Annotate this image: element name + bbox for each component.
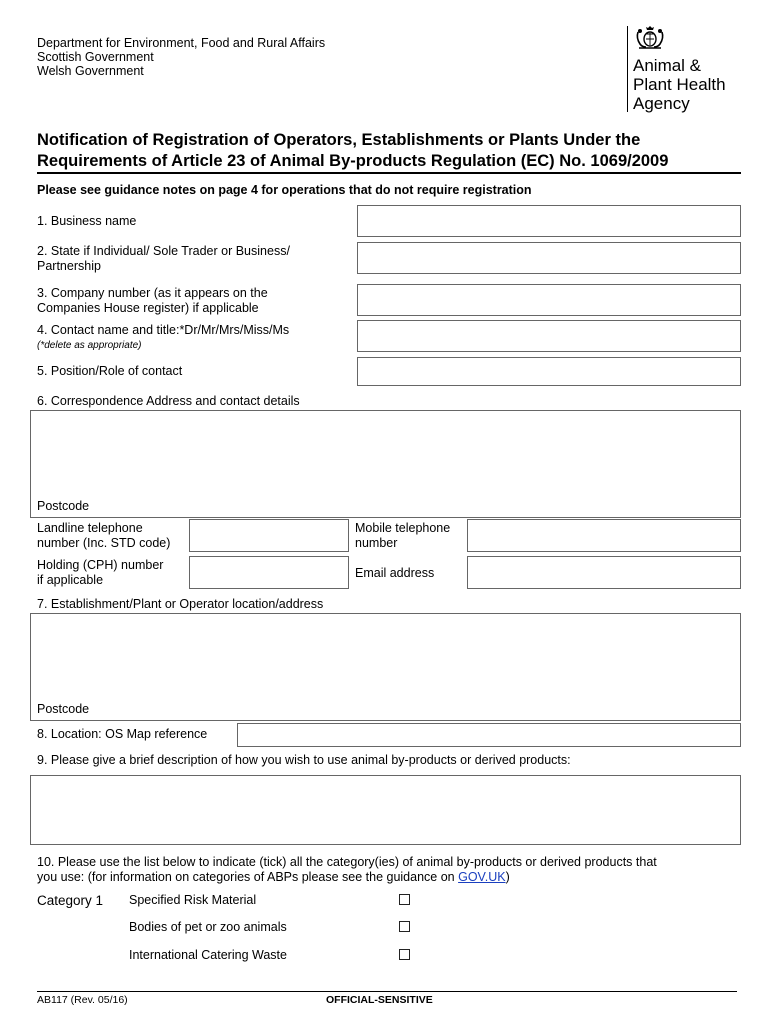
correspondence-address-field[interactable] [30, 410, 741, 518]
specified-risk-material-checkbox[interactable] [399, 894, 410, 905]
position-role-field[interactable] [357, 357, 741, 386]
establishment-address-label: 7. Establishment/Plant or Operator location/address [37, 597, 324, 611]
holding-cph-label-line2: if applicable [37, 573, 104, 587]
mobile-label-line1: Mobile telephone [355, 521, 451, 535]
guidance-note: Please see guidance notes on page 4 for operations that do not require registration [37, 183, 532, 197]
correspondence-postcode-label: Postcode [37, 499, 90, 513]
company-number-label-line1: 3. Company number (as it appears on the [37, 286, 268, 300]
company-number-field[interactable] [357, 284, 741, 316]
position-role-label: 5. Position/Role of contact [37, 364, 183, 378]
establishment-address-field[interactable] [30, 613, 741, 721]
form-title [37, 130, 668, 172]
form-title-line2: Requirements of Article 23 of Animal By-products Regulation (EC) No. 1069/2009 [37, 152, 669, 170]
landline-label-line1: Landline telephone [37, 521, 143, 535]
business-name-label: 1. Business name [37, 214, 137, 228]
contact-name-note: (*delete as appropriate) [37, 340, 142, 351]
email-field[interactable] [467, 556, 741, 589]
department-welsh-government: Welsh Government [37, 64, 144, 78]
os-map-reference-label: 8. Location: OS Map reference [37, 727, 208, 741]
trader-type-label-line1: 2. State if Individual/ Sole Trader or Business/ [37, 244, 290, 258]
department-defra: Department for Environment, Food and Rural Affairs [37, 36, 326, 50]
category-1-label: Category 1 [37, 893, 104, 908]
categories-instruction-text: you use: (for information on categories of ABPs please see the guidance on [37, 870, 459, 884]
agency-logo-bar [627, 26, 628, 112]
correspondence-address-label: 6. Correspondence Address and contact details [37, 394, 300, 408]
category-item-pet-zoo-animals: Bodies of pet or zoo animals [129, 920, 287, 934]
landline-field[interactable] [189, 519, 349, 552]
title-underline [37, 172, 741, 174]
pet-zoo-animals-checkbox[interactable] [399, 921, 410, 932]
categories-instruction-close: ) [505, 870, 510, 884]
trader-type-field[interactable] [357, 242, 741, 274]
classification-marking: OFFICIAL-SENSITIVE [326, 994, 433, 1006]
landline-label-line2: number (Inc. STD code) [37, 536, 171, 550]
gov-uk-link[interactable]: GOV.UK [458, 870, 506, 884]
categories-instruction-line1: 10. Please use the list below to indicate (tick) all the category(ies) of animal by-products or derived products that [37, 855, 657, 869]
usage-description-label: 9. Please give a brief description of how you wish to use animal by-products or derived products: [37, 753, 571, 767]
establishment-postcode-label: Postcode [37, 702, 90, 716]
usage-description-field[interactable] [30, 775, 741, 845]
holding-cph-field[interactable] [189, 556, 349, 589]
holding-cph-label-line1: Holding (CPH) number [37, 558, 164, 572]
contact-name-field[interactable] [357, 320, 741, 352]
international-catering-waste-checkbox[interactable] [399, 949, 410, 960]
categories-instruction-line2 [37, 870, 510, 885]
os-map-reference-field[interactable] [237, 723, 741, 747]
mobile-field[interactable] [467, 519, 741, 552]
agency-name: Animal & Plant Health Agency [633, 56, 726, 113]
form-code: AB117 (Rev. 05/16) [37, 994, 128, 1006]
department-scottish-government: Scottish Government [37, 50, 154, 64]
form-title-line1: Notification of Registration of Operators, Establishments or Plants Under the [37, 131, 641, 149]
mobile-label-line2: number [355, 536, 398, 550]
category-item-international-catering-waste: International Catering Waste [129, 948, 287, 962]
royal-coat-of-arms-icon [634, 24, 666, 52]
contact-name-label: 4. Contact name and title:*Dr/Mr/Mrs/Miss/Ms [37, 323, 290, 337]
email-label: Email address [355, 566, 435, 580]
trader-type-label-line2: Partnership [37, 259, 101, 273]
category-item-specified-risk-material: Specified Risk Material [129, 893, 257, 907]
footer-divider [37, 991, 737, 992]
business-name-field[interactable] [357, 205, 741, 237]
company-number-label-line2: Companies House register) if applicable [37, 301, 259, 315]
